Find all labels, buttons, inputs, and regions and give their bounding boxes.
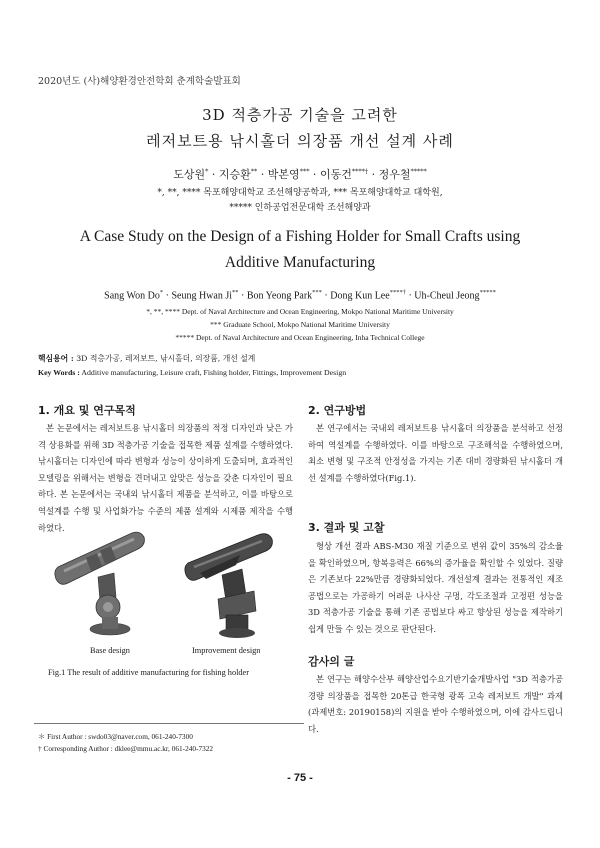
author-mark: *** xyxy=(299,167,310,176)
korean-keywords-label: 핵심용어 : xyxy=(38,354,74,363)
korean-title-line2: 레저보트용 낚시홀더 의장품 개선 설계 사례 xyxy=(146,132,454,150)
author-mark: ***** xyxy=(479,289,496,296)
acknowledgement-heading: 감사의 글 xyxy=(308,655,355,668)
figure-label-improvement: Improvement design xyxy=(192,646,261,655)
section-1-text: 본 논문에서는 레저보트용 낚시홀더 의장품의 적정 디자인과 낮은 가격 상용화를 위해 3D 적층가공 기술을 접목한 제품 설계를 수행하였다. 낚시홀더는 디자인에 따라 변형과 성능이 상이하게 도출되며, 효과적인 모델링을 위해서는 변형을 견뎌내고 앞맞은 성능을 갖춘 디자인이 필요하다. 본 논문에서는 국내외 낚시홀더 제품을 분석하고, 이를 바탕으로 역설계를 수행 및 사업화가능 수준의 제품 설계와 시제품 제작을 수행하였다. xyxy=(38,423,293,533)
english-keywords xyxy=(38,368,346,377)
figure-1-image xyxy=(40,515,290,645)
author-name: Bon Yeong Park xyxy=(246,290,313,302)
section-2-text: 본 연구에서는 국내외 레저보트용 낚시홀더 의장품을 분석하고 선정하여 역설계를 수행하였다. 이를 바탕으로 구조해석을 수행하였으며, 최소 변형 및 구조적 안정성을 가지는 기존 대비 경량화된 낚시홀더 개선 설계를 수행하였다(Fig.1). xyxy=(308,423,563,483)
section-2-heading: 2. 연구방법 xyxy=(308,404,367,417)
author-name: Uh-Cheul Jeong xyxy=(414,290,480,302)
author-name: 박본영 xyxy=(267,168,300,181)
author-name: Dong Kun Lee xyxy=(330,290,390,302)
author-mark: * xyxy=(205,167,209,176)
author-mark: ** xyxy=(232,289,239,296)
conference-header: 2020년도 (사)해양환경안전학회 춘계학술발표회 xyxy=(38,76,241,87)
section-1-heading: 1. 개요 및 연구목적 xyxy=(38,404,136,417)
english-title-line1: A Case Study on the Design of a Fishing Holder for Small Crafts using xyxy=(79,228,521,245)
author-mark: ****† xyxy=(351,167,369,176)
author-mark: ****† xyxy=(389,289,406,296)
author-name: 정우철 xyxy=(378,168,411,181)
footnote-first-author: ＊ First Author : swdo03@naver.com, 061-240-7300 xyxy=(38,732,193,741)
improvement-design-model xyxy=(185,534,273,638)
author-name: 도상원 xyxy=(173,168,206,181)
english-keywords-label: Key Words : xyxy=(38,368,80,377)
author-name: 이동건 xyxy=(319,168,352,181)
footnote-divider xyxy=(34,723,304,724)
english-affiliation-3: ***** Dept. of Naval Architecture and Ocean Engineering, Inha Technical College xyxy=(175,333,425,342)
english-affiliation-1: *, **, **** Dept. of Naval Architecture and Ocean Engineering, Mokpo National Maritime University xyxy=(146,307,454,316)
author-mark: ***** xyxy=(410,167,427,176)
section-3-text: 형상 개선 결과 ABS-M30 재질 기준으로 변위 값이 35%의 감소율을 확인하였으며, 항복응력은 66%의 증가율을 확인할 수 있었다. 질량은 기존보다 22%만큼 경량화되었다. 개선설계 결과는 전통적인 제조공법으로는 가공하기 어려운 나사산 구멍, 각도조절과 고정편 성능을 3D 적층가공 기술을 통해 기존 공법보다 싸고 향상된 성능을 제작하기 쉽게 만들 수 있는 것으로 판단된다. xyxy=(308,541,563,634)
korean-authors: 도상원* · 지승환** · 박본영*** · 이동건****† · 정우철***** xyxy=(173,167,427,181)
english-keywords-text: Additive manufacturing, Leisure craft, Fishing holder, Fittings, Improvement Design xyxy=(81,368,347,377)
english-authors: Sang Won Do* · Seung Hwan Ji** · Bon Yeong Park*** · Dong Kun Lee****† · Uh-Cheul Jeong***** xyxy=(104,289,496,302)
korean-keywords xyxy=(38,353,255,364)
author-name: Sang Won Do xyxy=(104,290,160,302)
korean-keywords-text: 3D 적층가공, 레저보트, 낚시홀더, 의장품, 개선 설계 xyxy=(76,354,256,363)
section-3-heading: 3. 결과 및 고찰 xyxy=(308,521,385,534)
korean-affiliation-2: ***** 인하공업전문대학 조선해양과 xyxy=(229,203,371,213)
author-mark: * xyxy=(159,289,164,296)
english-affiliation-2: *** Graduate School, Mokpo National Maritime University xyxy=(210,320,390,329)
author-name: Seung Hwan Ji xyxy=(171,290,233,302)
author-mark: ** xyxy=(250,167,258,176)
figure-label-base: Base design xyxy=(90,646,130,655)
english-title-line2: Additive Manufacturing xyxy=(224,254,376,271)
acknowledgement-text: 본 연구는 해양수산부 해양산업수요기반기술개발사업 "3D 적층가공 경량 의장품을 접목한 20톤급 한국형 광폭 고속 레저보트 개발" 과제 (과제번호: 20190158)의 지원을 받아 수행하였으며, 이에 감사드립니다. xyxy=(308,674,563,734)
footnote-corresponding-author: † Corresponding Author : dklee@mmu.ac.kr, 061-240-7322 xyxy=(38,744,214,753)
korean-affiliation-1: *, **, **** 목포해양대학교 조선해양공학과, *** 목포해양대학교 대학원, xyxy=(157,188,443,198)
figure-1-caption: Fig.1 The result of additive manufacturing for fishing holder xyxy=(48,668,250,677)
korean-title-line1: 3D 적층가공 기술을 고려한 xyxy=(202,106,398,124)
base-design-model xyxy=(55,532,145,635)
author-mark: *** xyxy=(312,289,322,296)
author-name: 지승환 xyxy=(218,168,251,181)
page-number: - 75 - xyxy=(287,772,313,784)
